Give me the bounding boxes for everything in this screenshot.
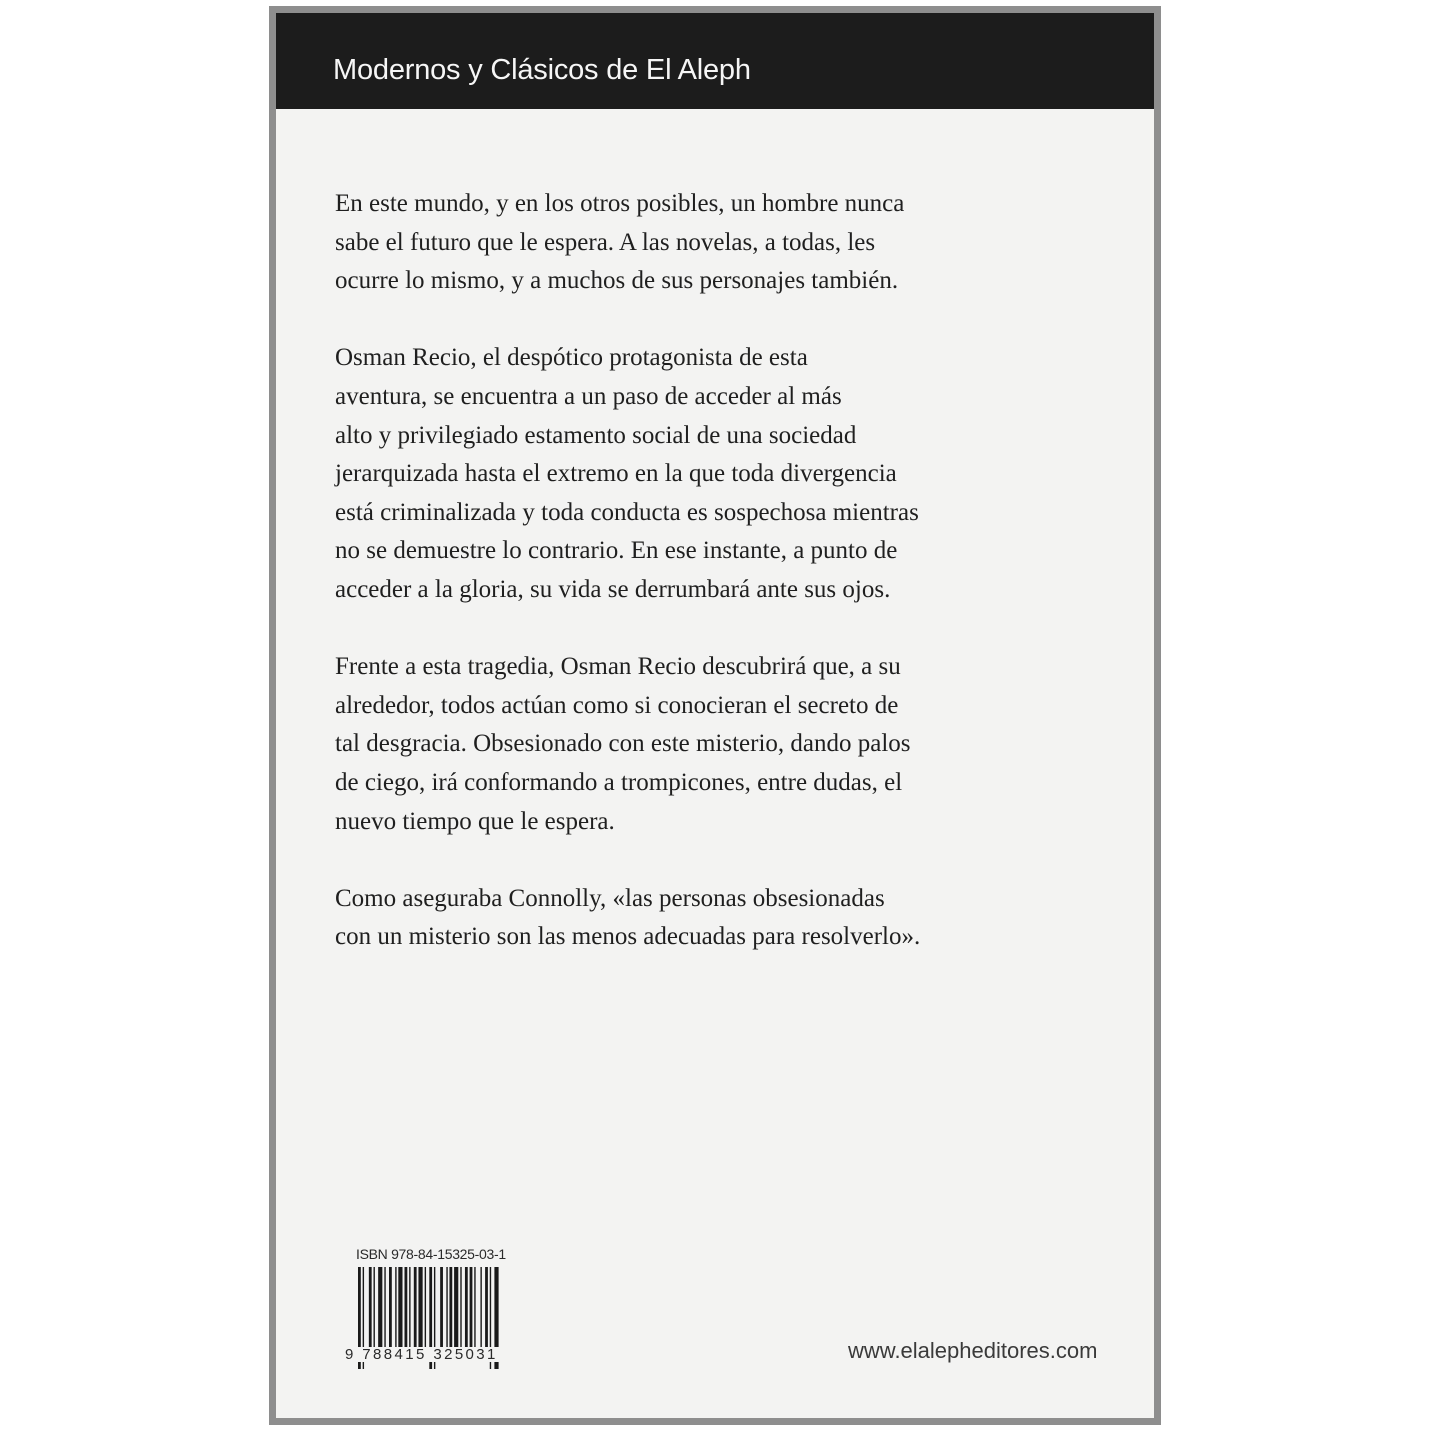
series-header-band: [276, 13, 1154, 109]
blurb-line: tal desgracia. Obsesionado con este misterio, dando palos: [335, 730, 911, 758]
blurb-line: Frente a esta tragedia, Osman Recio descubrirá que, a su: [335, 653, 901, 681]
barcode-bar: [414, 1267, 417, 1357]
barcode-digits: 9 788415 325031: [345, 1346, 498, 1363]
barcode-bar: [465, 1267, 468, 1357]
barcode-bar: [449, 1267, 452, 1357]
blurb-paragraph: [335, 185, 1055, 301]
blurb-line: Como aseguraba Connolly, «las personas obsesionadas: [335, 884, 885, 912]
blurb-line: alrededor, todos actúan como si conocieran el secreto de: [335, 691, 899, 719]
barcode-bar: [454, 1267, 458, 1357]
publisher-website: www.elalepheditores.com: [848, 1338, 1098, 1363]
barcode-bar: [418, 1267, 422, 1357]
barcode-bar: [405, 1267, 408, 1357]
barcode-bar: [480, 1267, 481, 1357]
barcode-bar: [409, 1267, 410, 1357]
blurb-line: de ciego, irá conformando a trompicones, entre dudas, el: [335, 768, 903, 796]
book-back-cover: [269, 6, 1161, 1425]
blurb-paragraph: [335, 339, 1055, 609]
barcode-bar: [425, 1267, 426, 1357]
barcode-bar: [369, 1267, 372, 1357]
barcode-bar: [446, 1267, 447, 1357]
blurb-line: con un misterio son las menos adecuadas para resolverlo».: [335, 923, 921, 951]
barcode-bar: [470, 1267, 473, 1357]
blurb-line: nuevo tiempo que le espera.: [335, 807, 615, 835]
barcode-bar: [440, 1267, 443, 1357]
blurb-line: sabe el futuro que le espera. A las novelas, a todas, les: [335, 228, 876, 256]
blurb-line: ocurre lo mismo, y a muchos de sus personajes también.: [335, 267, 899, 295]
blurb-line: no se demuestre lo contrario. En ese instante, a punto de: [335, 537, 898, 565]
barcode-bar: [389, 1267, 392, 1357]
blurb-paragraph: [335, 648, 1055, 841]
barcode-bar: [398, 1267, 402, 1357]
isbn-label: ISBN 978-84-15325-03-1: [356, 1246, 506, 1262]
barcode-bar: [485, 1267, 488, 1357]
blurb-line: aventura, se encuentra a un paso de acceder al más: [335, 382, 842, 410]
barcode-bar: [378, 1267, 382, 1357]
barcode-bar: [460, 1267, 461, 1357]
blurb-paragraph: [335, 880, 1055, 957]
series-title: Modernos y Clásicos de El Aleph: [333, 54, 751, 86]
blurb-line: Osman Recio, el despótico protagonista de esta: [335, 344, 808, 372]
back-cover-blurb: [335, 185, 1055, 995]
barcode-bar: [374, 1267, 375, 1357]
blurb-line: jerarquizada hasta el extremo en la que toda divergencia: [335, 460, 897, 488]
blurb-line: está criminalizada y toda conducta es sospechosa mientras: [335, 498, 919, 526]
barcode-bar: [384, 1267, 385, 1357]
blurb-line: En este mundo, y en los otros posibles, un hombre nunca: [335, 190, 905, 217]
barcode-bar: [474, 1267, 475, 1357]
blurb-line: acceder a la gloria, su vida se derrumbará ante sus ojos.: [335, 575, 891, 603]
blurb-line: alto y privilegiado estamento social de una sociedad: [335, 421, 857, 449]
barcode-bar: [395, 1267, 396, 1357]
